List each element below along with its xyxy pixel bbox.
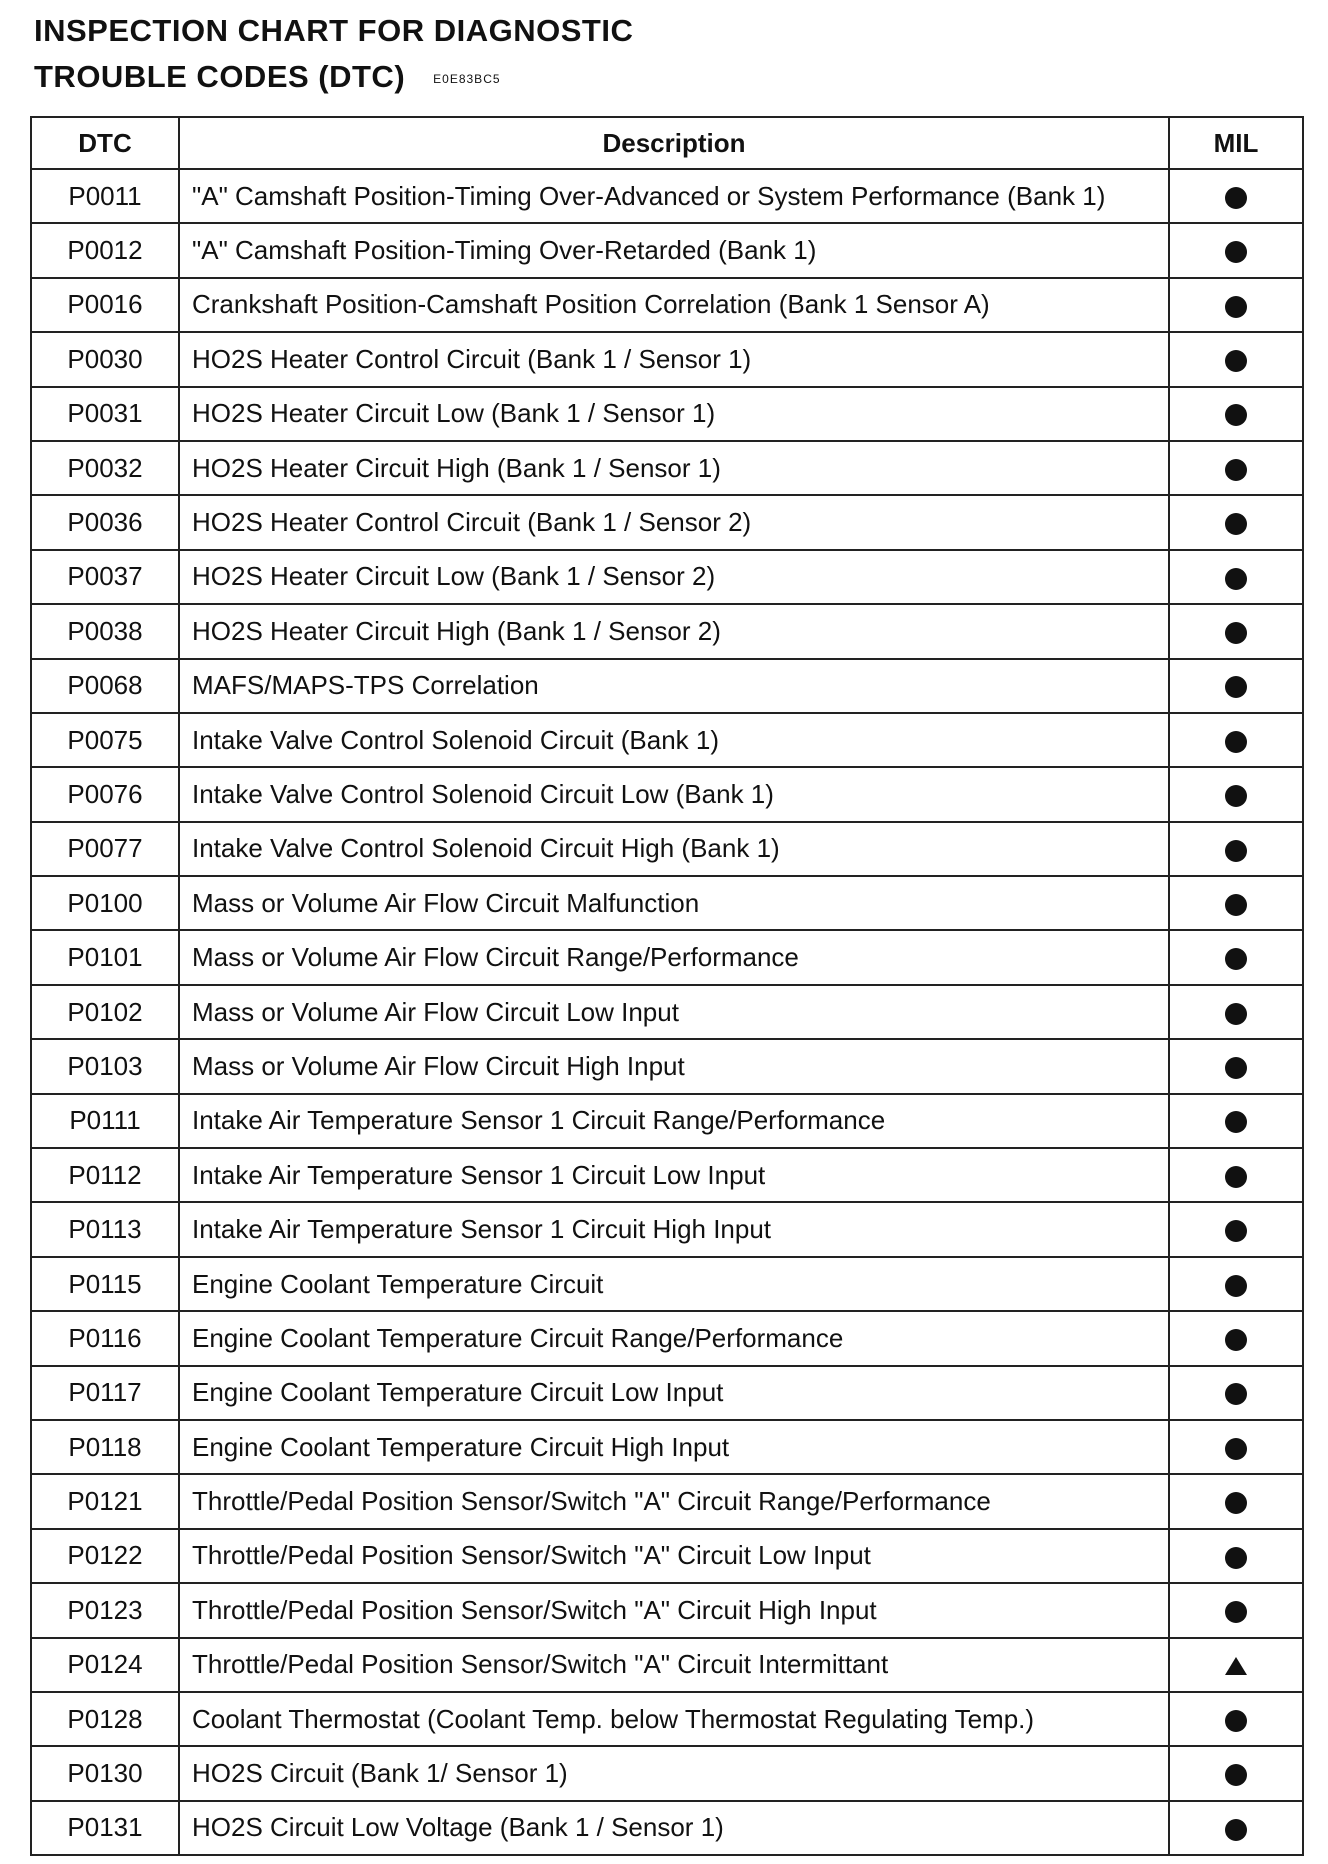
table-row bbox=[31, 1420, 1303, 1474]
header-dtc: DTC bbox=[31, 117, 179, 169]
dtc-description: MAFS/MAPS-TPS Correlation bbox=[179, 659, 1169, 713]
dtc-code: P0123 bbox=[31, 1583, 179, 1637]
dtc-code: P0068 bbox=[31, 659, 179, 713]
table-row bbox=[31, 441, 1303, 495]
table-row bbox=[31, 1311, 1303, 1365]
dtc-code: P0077 bbox=[31, 822, 179, 876]
dtc-code: P0103 bbox=[31, 1039, 179, 1093]
dtc-code: P0032 bbox=[31, 441, 179, 495]
table-row bbox=[31, 930, 1303, 984]
mil-cell bbox=[1169, 1094, 1303, 1148]
dtc-description: HO2S Circuit (Bank 1/ Sensor 1) bbox=[179, 1746, 1169, 1800]
mil-dot-icon bbox=[1225, 1438, 1247, 1460]
dtc-description: "A" Camshaft Position-Timing Over-Advanced or System Performance (Bank 1) bbox=[179, 169, 1169, 223]
dtc-code: P0130 bbox=[31, 1746, 179, 1800]
mil-dot-icon bbox=[1225, 1003, 1247, 1025]
table-row bbox=[31, 1202, 1303, 1256]
dtc-code: P0113 bbox=[31, 1202, 179, 1256]
dtc-description: Engine Coolant Temperature Circuit Range/Performance bbox=[179, 1311, 1169, 1365]
mil-dot-icon bbox=[1225, 187, 1247, 209]
mil-cell bbox=[1169, 1746, 1303, 1800]
mil-dot-icon bbox=[1225, 1492, 1247, 1514]
mil-dot-icon bbox=[1225, 568, 1247, 590]
mil-cell bbox=[1169, 1311, 1303, 1365]
dtc-code: P0128 bbox=[31, 1692, 179, 1746]
dtc-code: P0076 bbox=[31, 767, 179, 821]
header-row bbox=[31, 117, 1303, 169]
table-row bbox=[31, 659, 1303, 713]
dtc-code: P0131 bbox=[31, 1801, 179, 1855]
mil-cell bbox=[1169, 1148, 1303, 1202]
dtc-code: P0111 bbox=[31, 1094, 179, 1148]
dtc-code: P0101 bbox=[31, 930, 179, 984]
dtc-description: Engine Coolant Temperature Circuit bbox=[179, 1257, 1169, 1311]
table-row bbox=[31, 1583, 1303, 1637]
table-row bbox=[31, 1529, 1303, 1583]
dtc-description: HO2S Heater Control Circuit (Bank 1 / Sensor 1) bbox=[179, 332, 1169, 386]
mil-cell bbox=[1169, 223, 1303, 277]
mil-cell bbox=[1169, 659, 1303, 713]
mil-triangle-icon bbox=[1225, 1657, 1247, 1675]
mil-cell bbox=[1169, 332, 1303, 386]
mil-cell bbox=[1169, 767, 1303, 821]
mil-cell bbox=[1169, 876, 1303, 930]
dtc-description: HO2S Circuit Low Voltage (Bank 1 / Sensor 1) bbox=[179, 1801, 1169, 1855]
mil-dot-icon bbox=[1225, 1819, 1247, 1841]
title-line-1: INSPECTION CHART FOR DIAGNOSTIC bbox=[34, 13, 634, 48]
table-row bbox=[31, 1257, 1303, 1311]
dtc-description: Throttle/Pedal Position Sensor/Switch "A" Circuit Range/Performance bbox=[179, 1474, 1169, 1528]
mil-cell bbox=[1169, 1257, 1303, 1311]
mil-cell bbox=[1169, 985, 1303, 1039]
mil-dot-icon bbox=[1225, 1547, 1247, 1569]
dtc-code: P0030 bbox=[31, 332, 179, 386]
dtc-code: P0102 bbox=[31, 985, 179, 1039]
table-row bbox=[31, 604, 1303, 658]
table-row bbox=[31, 1692, 1303, 1746]
mil-cell bbox=[1169, 1583, 1303, 1637]
table-row bbox=[31, 985, 1303, 1039]
mil-cell bbox=[1169, 169, 1303, 223]
dtc-code: P0011 bbox=[31, 169, 179, 223]
table-body bbox=[31, 169, 1303, 1855]
dtc-description: HO2S Heater Circuit High (Bank 1 / Sensor 2) bbox=[179, 604, 1169, 658]
mil-cell bbox=[1169, 1801, 1303, 1855]
dtc-description: Throttle/Pedal Position Sensor/Switch "A" Circuit Low Input bbox=[179, 1529, 1169, 1583]
mil-dot-icon bbox=[1225, 1764, 1247, 1786]
mil-cell bbox=[1169, 604, 1303, 658]
dtc-description: Mass or Volume Air Flow Circuit Malfunction bbox=[179, 876, 1169, 930]
table-row bbox=[31, 1148, 1303, 1202]
mil-dot-icon bbox=[1225, 676, 1247, 698]
header-description: Description bbox=[179, 117, 1169, 169]
dtc-description: Mass or Volume Air Flow Circuit Range/Performance bbox=[179, 930, 1169, 984]
dtc-code: P0037 bbox=[31, 550, 179, 604]
dtc-code: P0124 bbox=[31, 1638, 179, 1692]
title-line-2 bbox=[34, 54, 633, 102]
table-row bbox=[31, 1094, 1303, 1148]
mil-dot-icon bbox=[1225, 459, 1247, 481]
table-row bbox=[31, 1638, 1303, 1692]
mil-dot-icon bbox=[1225, 840, 1247, 862]
table-row bbox=[31, 767, 1303, 821]
dtc-description: Intake Valve Control Solenoid Circuit Low (Bank 1) bbox=[179, 767, 1169, 821]
dtc-description: Intake Air Temperature Sensor 1 Circuit Range/Performance bbox=[179, 1094, 1169, 1148]
dtc-code: P0122 bbox=[31, 1529, 179, 1583]
mil-dot-icon bbox=[1225, 1275, 1247, 1297]
mil-dot-icon bbox=[1225, 404, 1247, 426]
mil-cell bbox=[1169, 550, 1303, 604]
header-mil: MIL bbox=[1169, 117, 1303, 169]
table-row bbox=[31, 495, 1303, 549]
mil-dot-icon bbox=[1225, 948, 1247, 970]
mil-dot-icon bbox=[1225, 622, 1247, 644]
mil-dot-icon bbox=[1225, 731, 1247, 753]
dtc-description: HO2S Heater Circuit High (Bank 1 / Sensor 1) bbox=[179, 441, 1169, 495]
dtc-table-container bbox=[30, 116, 1302, 1856]
table-row bbox=[31, 1366, 1303, 1420]
dtc-description: "A" Camshaft Position-Timing Over-Retarded (Bank 1) bbox=[179, 223, 1169, 277]
table-row bbox=[31, 1039, 1303, 1093]
dtc-description: Engine Coolant Temperature Circuit High Input bbox=[179, 1420, 1169, 1474]
mil-cell bbox=[1169, 1529, 1303, 1583]
doc-code: E0E83BC5 bbox=[433, 71, 501, 86]
table-row bbox=[31, 169, 1303, 223]
dtc-description: Intake Valve Control Solenoid Circuit High (Bank 1) bbox=[179, 822, 1169, 876]
table-row bbox=[31, 1746, 1303, 1800]
table-row bbox=[31, 876, 1303, 930]
dtc-code: P0115 bbox=[31, 1257, 179, 1311]
dtc-description: Intake Valve Control Solenoid Circuit (Bank 1) bbox=[179, 713, 1169, 767]
mil-cell bbox=[1169, 822, 1303, 876]
mil-cell bbox=[1169, 1420, 1303, 1474]
dtc-description: Mass or Volume Air Flow Circuit Low Input bbox=[179, 985, 1169, 1039]
table-row bbox=[31, 713, 1303, 767]
mil-cell bbox=[1169, 1039, 1303, 1093]
mil-cell bbox=[1169, 1366, 1303, 1420]
dtc-code: P0075 bbox=[31, 713, 179, 767]
dtc-code: P0118 bbox=[31, 1420, 179, 1474]
dtc-description: HO2S Heater Circuit Low (Bank 1 / Sensor 2) bbox=[179, 550, 1169, 604]
dtc-code: P0121 bbox=[31, 1474, 179, 1528]
table-row bbox=[31, 332, 1303, 386]
mil-cell bbox=[1169, 1638, 1303, 1692]
mil-dot-icon bbox=[1225, 1601, 1247, 1623]
table-row bbox=[31, 1474, 1303, 1528]
mil-cell bbox=[1169, 1692, 1303, 1746]
mil-dot-icon bbox=[1225, 241, 1247, 263]
mil-cell bbox=[1169, 441, 1303, 495]
table-row bbox=[31, 278, 1303, 332]
dtc-code: P0100 bbox=[31, 876, 179, 930]
dtc-description: Intake Air Temperature Sensor 1 Circuit High Input bbox=[179, 1202, 1169, 1256]
dtc-description: Engine Coolant Temperature Circuit Low Input bbox=[179, 1366, 1169, 1420]
table-row bbox=[31, 822, 1303, 876]
page-title bbox=[34, 8, 633, 102]
mil-cell bbox=[1169, 278, 1303, 332]
mil-dot-icon bbox=[1225, 513, 1247, 535]
title-line-2-text: TROUBLE CODES (DTC) bbox=[34, 59, 406, 94]
table-row bbox=[31, 550, 1303, 604]
dtc-description: Intake Air Temperature Sensor 1 Circuit Low Input bbox=[179, 1148, 1169, 1202]
dtc-description: Coolant Thermostat (Coolant Temp. below Thermostat Regulating Temp.) bbox=[179, 1692, 1169, 1746]
mil-cell bbox=[1169, 930, 1303, 984]
mil-cell bbox=[1169, 713, 1303, 767]
mil-dot-icon bbox=[1225, 1220, 1247, 1242]
dtc-description: HO2S Heater Circuit Low (Bank 1 / Sensor 1) bbox=[179, 387, 1169, 441]
dtc-code: P0038 bbox=[31, 604, 179, 658]
dtc-code: P0116 bbox=[31, 1311, 179, 1365]
mil-dot-icon bbox=[1225, 1166, 1247, 1188]
mil-dot-icon bbox=[1225, 785, 1247, 807]
mil-cell bbox=[1169, 495, 1303, 549]
table-row bbox=[31, 1801, 1303, 1855]
dtc-code: P0117 bbox=[31, 1366, 179, 1420]
mil-cell bbox=[1169, 1474, 1303, 1528]
dtc-description: Throttle/Pedal Position Sensor/Switch "A" Circuit Intermittant bbox=[179, 1638, 1169, 1692]
dtc-description: Crankshaft Position-Camshaft Position Correlation (Bank 1 Sensor A) bbox=[179, 278, 1169, 332]
dtc-code: P0036 bbox=[31, 495, 179, 549]
mil-dot-icon bbox=[1225, 1111, 1247, 1133]
mil-dot-icon bbox=[1225, 1057, 1247, 1079]
table-row bbox=[31, 387, 1303, 441]
dtc-table bbox=[30, 116, 1304, 1856]
dtc-description: Mass or Volume Air Flow Circuit High Input bbox=[179, 1039, 1169, 1093]
mil-dot-icon bbox=[1225, 1383, 1247, 1405]
dtc-code: P0112 bbox=[31, 1148, 179, 1202]
mil-dot-icon bbox=[1225, 1710, 1247, 1732]
mil-cell bbox=[1169, 1202, 1303, 1256]
dtc-description: HO2S Heater Control Circuit (Bank 1 / Sensor 2) bbox=[179, 495, 1169, 549]
mil-dot-icon bbox=[1225, 1329, 1247, 1351]
dtc-description: Throttle/Pedal Position Sensor/Switch "A" Circuit High Input bbox=[179, 1583, 1169, 1637]
mil-dot-icon bbox=[1225, 296, 1247, 318]
dtc-code: P0016 bbox=[31, 278, 179, 332]
mil-cell bbox=[1169, 387, 1303, 441]
table-row bbox=[31, 223, 1303, 277]
mil-dot-icon bbox=[1225, 894, 1247, 916]
mil-dot-icon bbox=[1225, 350, 1247, 372]
dtc-code: P0012 bbox=[31, 223, 179, 277]
dtc-code: P0031 bbox=[31, 387, 179, 441]
